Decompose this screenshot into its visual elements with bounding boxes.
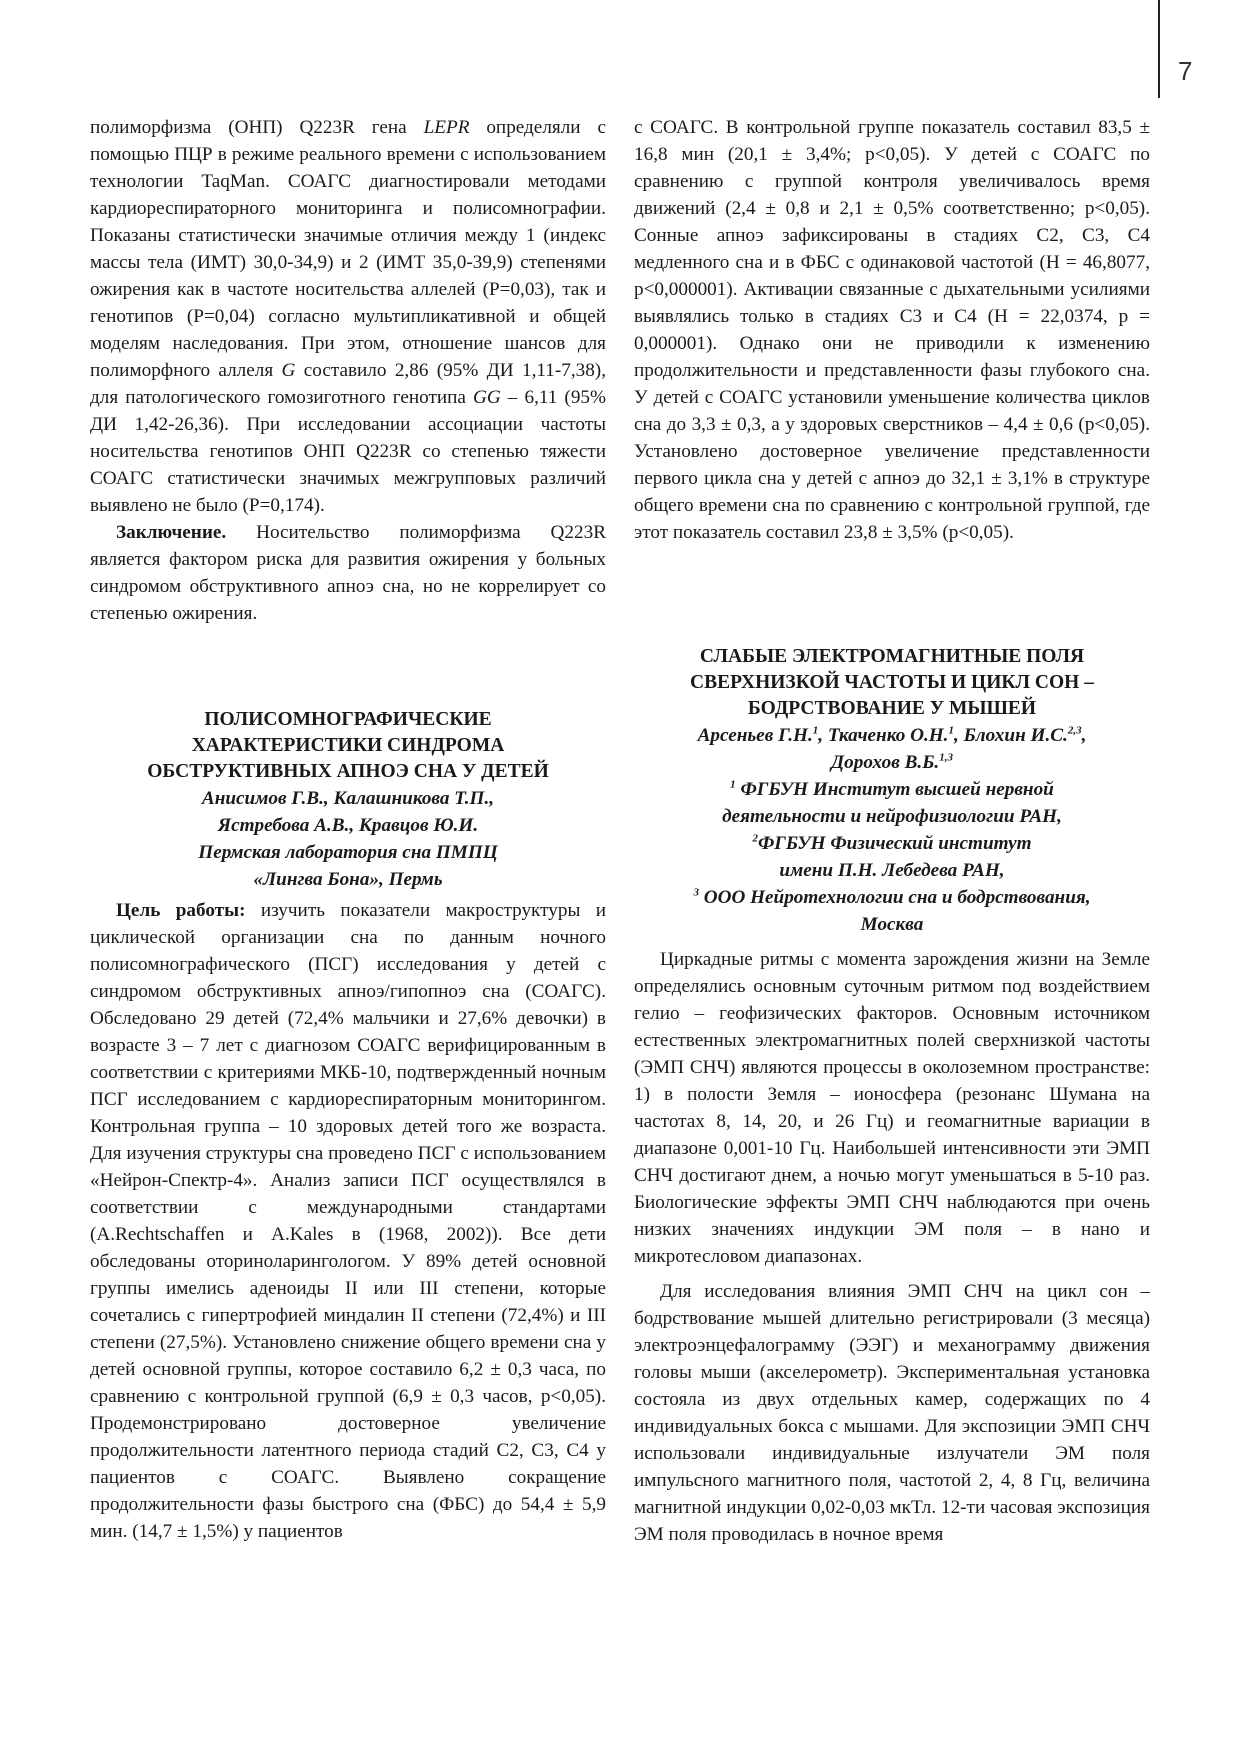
continuation-paragraph: полиморфизма (ОНП) Q223R гена LEPR определяли с помощью ПЦР в режиме реального времени с использованием технологии TaqMan. СОАГС диагностировали методами кардиореспираторного мониторинга и полисомнографии. Показаны статистически значимые отличия между 1 (индекс массы тела (ИМТ) 30,0-34,9) и 2 (ИМТ 35,0-39,9) степенями ожирения как в частоте носительства аллелей (P=0,03), так и генотипов (P=0,04) согласно мультипликативной и общей моделям наследования. При этом, отношение шансов для полиморфного аллеля G составило 2,86 (95% ДИ 1,11-7,38), для патологического гомозиготного генотипа GG – 6,11 (95% ДИ 1,42-26,36). При исследовании ассоциации частоты носительства генотипов ОНП Q223R со степенью тяжести СОАГС статистически значимых межгрупповых различий выявлено не было (P=0,174). <box>90 117 606 516</box>
intro-paragraph: Циркадные ритмы с момента зарождения жизни на Земле определялись основным суточным ритмом под воздействием гелио – геофизических факторов. Основным источником естественных электромагнитных полей сверхнизкой частоты (ЭМП СНЧ) являются процессы в околоземном пространстве: 1) в полости Земля – ионосфера (резонанс Шумана на частотах 8, 14, 20, и 26 Гц) и геомагнитные вариации в диапазоне 0,001-10 Гц. Наибольшей интенсивности эти ЭМП СНЧ достигают днем, а ночью могут уменьшаться в 5-10 раз. Биологические эффекты ЭМП СНЧ наблюдаются при очень низких значениях индукции ЭМ поля – в нано и микротесловом диапазонах. <box>634 949 1150 1267</box>
continuation-paragraph-right: с СОАГС. В контрольной группе показатель составил 83,5 ± 16,8 мин (20,1 ± 3,4%; p<0,05). У детей с СОАГС по сравнению с группой контроля увеличивалось время движений (2,4 ± 0,8 и 2,1 ± 0,5% соответственно; p<0,05). Сонные апноэ зафиксированы в стадиях С2, С3, С4 медленного сна и в ФБС с одинаковой частотой (H = 46,8077, p<0,000001). Активации связанные с дыхательными усилиями выявлялись только в стадиях С3 и С4 (H = 22,0374, p = 0,000001). Однако они не приводили к изменению продолжительности и представленности фазы глубокого сна. У детей с СОАГС установили уменьшение количества циклов сна до 3,3 ± 0,3, а у здоровых сверстников – 4,4 ± 0,6 (p<0,05). Установлено достоверное увеличение представленности первого цикла сна у детей с апноэ до 32,1 ± 3,1% в структуре общего времени сна по сравнению с контрольной группой, где этот показатель составил 23,8 ± 3,5% (p<0,05). <box>634 117 1150 543</box>
header-rule <box>1158 0 1160 98</box>
page-number: 7 <box>1178 56 1193 86</box>
methods-paragraph: Для исследования влияния ЭМП СНЧ на цикл сон – бодрствование мышей длительно регистрировали (3 месяца) электроэнцефалограмму (ЭЭГ) и механограмму движения головы мыши (акселерометр). Экспериментальная установка состояла из двух отдельных камер, содержащих по 4 индивидуальных бокса с мышами. Для экспозиции ЭМП СНЧ использовали индивидуальные излучатели ЭМ поля импульсного магнитного поля, частотой 2, 4, 8 Гц, величина магнитной индукции 0,02-0,03 мкТл. 12-ти часовая экспозиция ЭМ поля проводилась в ночное время <box>634 1281 1150 1545</box>
article-title: ПОЛИСОМНОГРАФИЧЕСКИЕ ХАРАКТЕРИСТИКИ СИНДРОМА ОБСТРУКТИВНЫХ АПНОЭ СНА У ДЕТЕЙ <box>147 709 549 782</box>
left-column <box>90 114 606 1545</box>
right-column <box>634 114 1150 1548</box>
article-authors: Анисимов Г.В., Калашникова Т.П., Ястребова А.В., Кравцов Ю.И. <box>201 788 495 836</box>
conclusion-paragraph: Заключение. Носительство полиморфизма Q223R является фактором риска для развития ожирения у больных синдромом обструктивного апноэ сна, но не коррелирует со степенью ожирения. <box>90 522 606 624</box>
aim-paragraph: Цель работы: изучить показатели макроструктуры и циклической организации сна по данным ночного полисомнографического (ПСГ) исследования у детей с синдромом обструктивных апноэ/гипопноэ сна (СОАГС). Обследовано 29 детей (72,4% мальчики и 27,6% девочки) в возрасте 3 – 7 лет с диагнозом СОАГС верифицированным в соответствии с критериями МКБ-10, подтвержденный ночным ПСГ исследованием с кардиореспираторным мониторингом. Контрольная группа – 10 здоровых детей того же возраста. Для изучения структуры сна проведено ПСГ с использованием «Нейрон-Спектр-4». Анализ записи ПСГ осуществлялся в соответствии с международными стандартами (A.Rechtschaffen и A.Kales в (1968, 2002)). Все дети обследованы оториноларингологом. У 89% детей основной группы имелись аденоиды II или III степени, которые сочетались с гипертрофией миндалин II степени (72,4%) и III степени (27,5%). Установлено снижение общего времени сна у детей основной группы, которое составило 6,2 ± 0,3 часа, по сравнению с контрольной группой (6,9 ± 0,3 часов, p<0,05). Продемонстрировано достоверное увеличение продолжительности латентного периода стадий С2, С3, С4 у пациентов с СОАГС. Выявлено сокращение продолжительности фазы быстрого сна (ФБС) до 54,4 ± 5,9 мин. (14,7 ± 1,5%) у пациентов <box>90 900 606 1542</box>
article-affiliations-right: $^1$ ФГБУН Институт высшей нервной деятельности и нейрофизиологии РАН, $^2$ФГБУН Физический институт имени П.Н. Лебедева РАН, $^3$ ООО Нейротехнологии сна и бодрствования, Москва <box>693 778 1091 935</box>
article-affiliation: Пермская лаборатория сна ПМПЦ «Лингва Бона», Пермь <box>198 842 498 890</box>
article-authors-right: Арсеньев Г.Н.$^1$, Ткаченко О.Н.$^1$, Блохин И.С.$^{2,3}$, Дорохов В.Б.$^{1,3}$ <box>697 724 1087 773</box>
article-title-right: СЛАБЫЕ ЭЛЕКТРОМАГНИТНЫЕ ПОЛЯ СВЕРХНИЗКОЙ ЧАСТОТЫ И ЦИКЛ СОН – БОДРСТВОВАНИЕ У МЫШЕЙ <box>690 646 1094 719</box>
